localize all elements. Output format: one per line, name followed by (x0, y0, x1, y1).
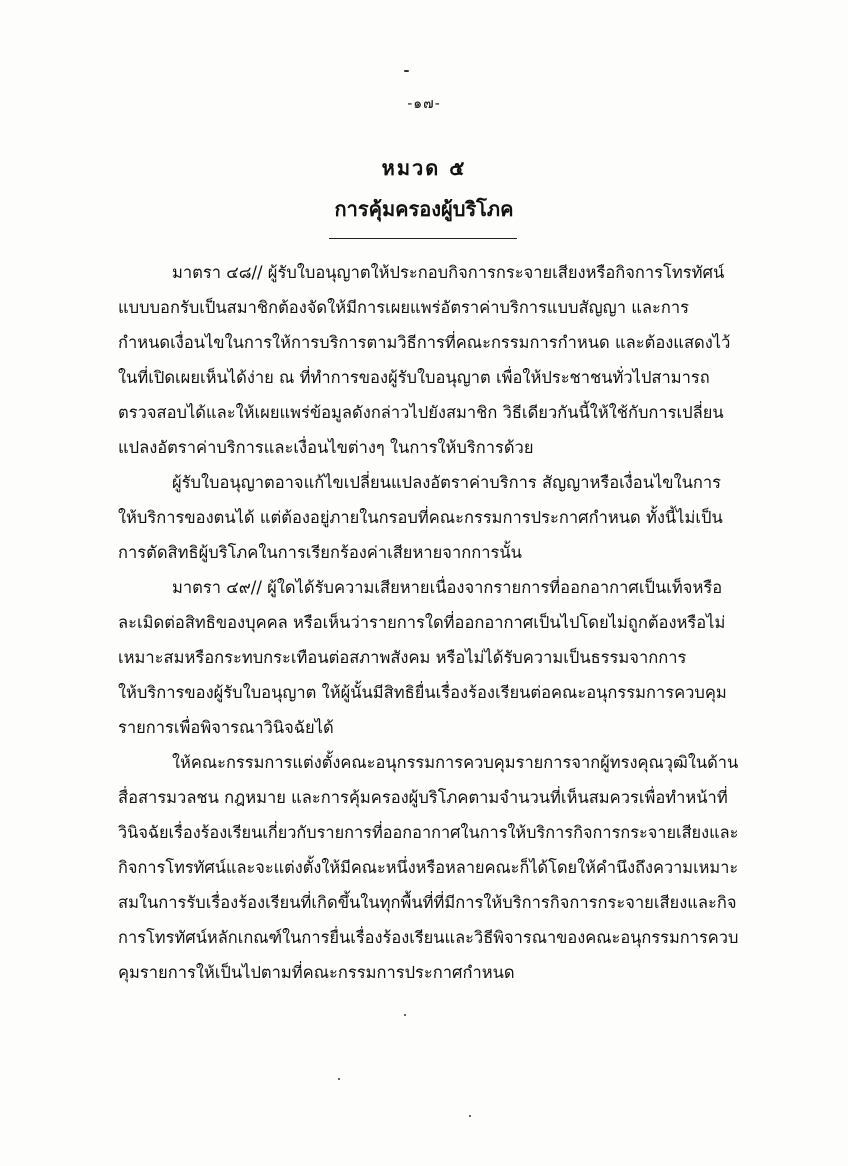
scan-speck (404, 70, 409, 72)
body-text-line: กิจการโทรทัศน์และจะแต่งตั้งให้มีคณะหนึ่งหรือหลายคณะก็ได้โดยให้คำนึงถึงความเหมาะ (118, 858, 739, 877)
body-text-line: รายการเพื่อพิจารณาวินิจฉัยได้ (118, 718, 334, 737)
body-text-line: ตรวจสอบได้และให้เผยแพร่ข้อมูลดังกล่าวไปยังสมาชิก วิธีเดียวกันนี้ให้ใช้กับการเปลี่ยน (118, 403, 724, 422)
body-text-line: แปลงอัตราค่าบริการและเงื่อนไขต่างๆ ในการให้บริการด้วย (118, 438, 534, 457)
page-number: -๑๗- (407, 96, 441, 112)
section-49-heading-line: มาตรา ๔๙// ผู้ใดได้รับความเสียหายเนื่องจากรายการที่ออกอากาศเป็นเท็จหรือ (172, 578, 723, 597)
paragraph-first-line: ผู้รับใบอนุญาตอาจแก้ไขเปลี่ยนแปลงอัตราค่าบริการ สัญญาหรือเงื่อนไขในการ (172, 473, 722, 492)
chapter-subtitle: การคุ้มครองผู้บริโภค (334, 197, 514, 221)
scan-speck (469, 1115, 471, 1117)
body-text-line: วินิจฉัยเรื่องร้องเรียนเกี่ยวกับรายการที่ออกอากาศในการให้บริการกิจการกระจายเสียงและ (118, 823, 739, 842)
section-48-heading-line: มาตรา ๔๘// ผู้รับใบอนุญาตให้ประกอบกิจการกระจายเสียงหรือกิจการโทรทัศน์ (172, 263, 725, 282)
scan-speck (404, 1014, 406, 1016)
title-underline (329, 238, 517, 239)
body-text-line: สมในการรับเรื่องร้องเรียนที่เกิดขึ้นในทุกพื้นที่ที่มีการให้บริการกิจการกระจายเสียงและกิจ (118, 893, 737, 912)
body-text-line: คุมรายการให้เป็นไปตามที่คณะกรรมการประกาศกำหนด (118, 963, 515, 982)
body-text-line: เหมาะสมหรือกระทบกระเทือนต่อสภาพสังคม หรือไม่ได้รับความเป็นธรรมจากการ (118, 648, 687, 667)
body-text-line: ให้บริการของผู้รับใบอนุญาต ให้ผู้นั้นมีสิทธิยื่นเรื่องร้องเรียนต่อคณะอนุกรรมการควบคุม (118, 683, 727, 702)
body-text-line: ในที่เปิดเผยเห็นได้ง่าย ณ ที่ทำการของผู้รับใบอนุญาต เพื่อให้ประชาชนทั่วไปสามารถ (118, 368, 710, 387)
body-text-line: การตัดสิทธิผู้บริโภคในการเรียกร้องค่าเสียหายจากการนั้น (118, 543, 522, 562)
body-text-line: การโทรทัศน์หลักเกณฑ์ในการยื่นเรื่องร้องเรียนและวิธีพิจารณาของคณะอนุกรรมการควบ (118, 928, 739, 947)
body-text-line: สื่อสารมวลชน กฎหมาย และการคุ้มครองผู้บริโภคตามจำนวนที่เห็นสมควรเพื่อทำหน้าที่ (118, 788, 728, 807)
body-text-line: ละเมิดต่อสิทธิของบุคคล หรือเห็นว่ารายการใดที่ออกอากาศเป็นไปโดยไม่ถูกต้องหรือไม่ (118, 613, 726, 632)
body-text-line: ให้บริการของตนได้ แต่ต้องอยู่ภายในกรอบที่คณะกรรมการประกาศกำหนด ทั้งนี้ไม่เป็น (118, 508, 723, 527)
scan-speck (338, 1078, 340, 1080)
paragraph-first-line: ให้คณะกรรมการแต่งตั้งคณะอนุกรรมการควบคุมรายการจากผู้ทรงคุณวุฒิในด้าน (172, 753, 739, 772)
body-text-line: กำหนดเงื่อนไขในการให้การบริการตามวิธีการที่คณะกรรมการกำหนด และต้องแสดงไว้ (118, 333, 731, 352)
chapter-title: หมวด ๕ (381, 156, 467, 180)
body-text-line: แบบบอกรับเป็นสมาชิกต้องจัดให้มีการเผยแพร่อัตราค่าบริการแบบสัญญา และการ (118, 298, 689, 317)
